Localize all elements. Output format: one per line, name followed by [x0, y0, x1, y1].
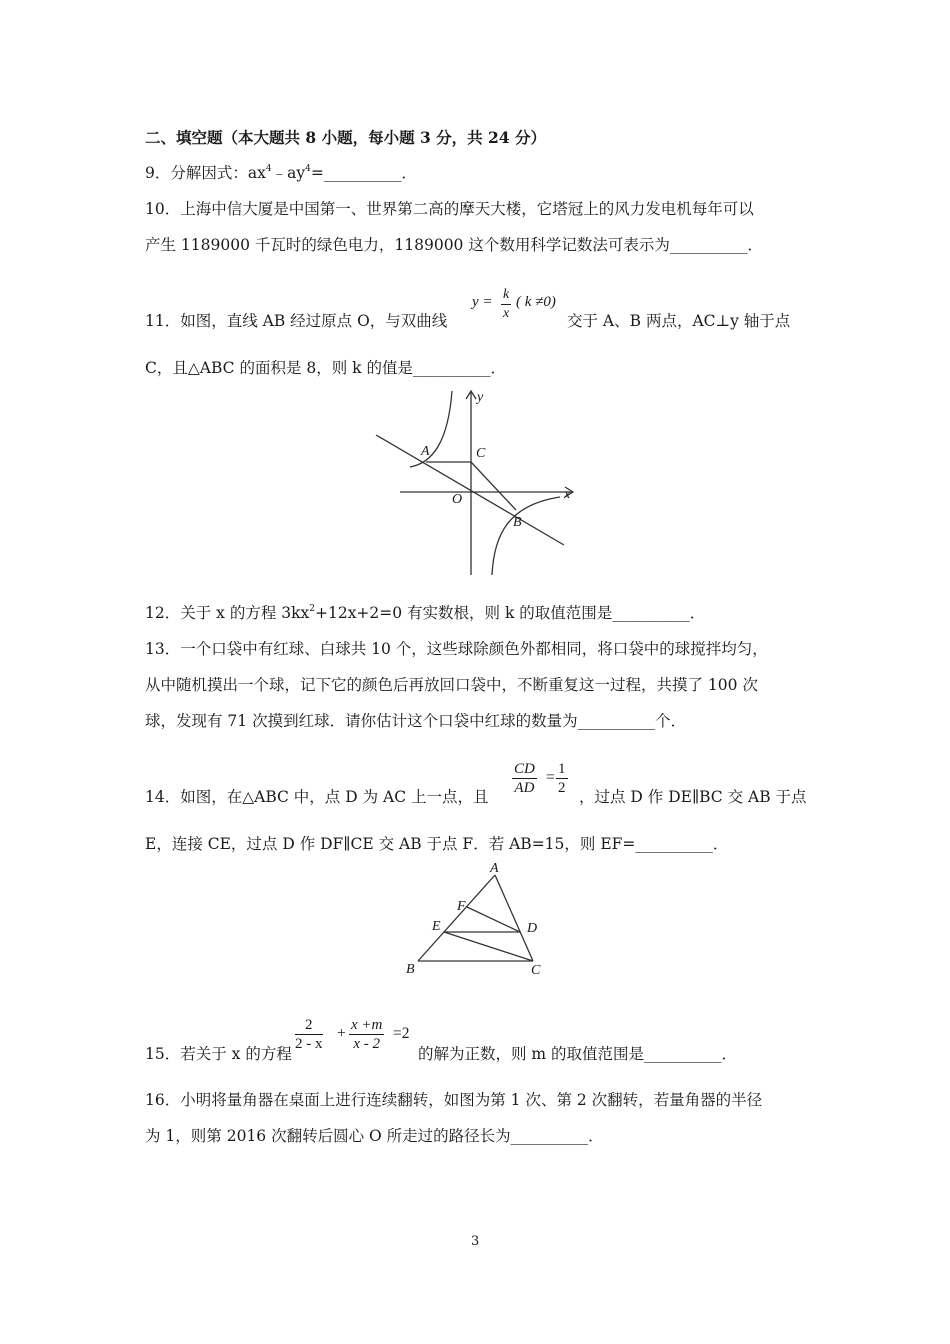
question-15-line [145, 1044, 292, 1064]
question-11-line-2: C，且△ABC 的面积是 8，则 k 的值是__________． [145, 359, 506, 377]
q9-exponent-1: 4 [265, 163, 272, 174]
q15-formula-num2: x +m [351, 1017, 383, 1033]
question-10-line-2: 产生 1189000 千瓦时的绿色电力，1189000 这个数用科学记数法可表示为__________． [145, 236, 763, 254]
q11-post: 交于 A、B 两点，AC⊥y 轴于点 [567, 312, 791, 330]
q9-mid: ﹣ay [271, 164, 306, 182]
question-11-line-1 [145, 311, 447, 331]
q14-fraction-one-half [556, 760, 568, 797]
q9-exponent-2: 4 [305, 163, 311, 174]
q11-pre: 11．如图，直线 AB 经过原点 O，与双曲线 [145, 312, 448, 330]
q11-hyperbola-left-branch [410, 391, 452, 467]
q11-label-y: y [477, 390, 484, 405]
q14-ratio-formula [512, 760, 578, 802]
q14-side-ac [495, 875, 533, 961]
q15-formula-rhs: =2 [393, 1025, 410, 1042]
q14-formula-eq: = [546, 769, 555, 786]
q11-segment-cb [471, 462, 516, 510]
question-14-line-1 [145, 787, 489, 807]
question-16-line-2: 为 1，则第 2016 次翻转后圆心 O 所走过的路径长为__________． [145, 1127, 604, 1145]
q11-formula-fraction [501, 286, 511, 323]
q14-segment-ce [444, 932, 533, 961]
q14-formula-den2: 2 [558, 780, 566, 796]
q14-pre: 14．如图，在△ABC 中，点 D 为 AC 上一点，且 [145, 788, 489, 806]
q14-side-ab [418, 875, 495, 961]
q15-fraction-2 [349, 1016, 384, 1053]
q11-label-a: A [421, 444, 430, 459]
q15-formula-plus: + [337, 1025, 346, 1042]
q11-label-b: B [513, 515, 522, 530]
q14-post: ，过点 D 作 DE∥BC 交 AB 于点 [579, 788, 807, 806]
question-12 [145, 603, 705, 623]
q14-label-a: A [490, 861, 499, 876]
q11-label-x: x [564, 487, 571, 502]
q14-fraction-cd-ad [512, 760, 537, 797]
q9-pre: 9．分解因式：ax [145, 164, 266, 182]
q14-label-f: F [457, 899, 466, 914]
q11-hyperbola-formula [472, 286, 567, 326]
q14-label-b: B [406, 962, 415, 977]
q14-label-c: C [531, 963, 541, 978]
question-16-line-1: 16．小明将量角器在桌面上进行连续翻转，如图为第 1 次、第 2 次翻转，若量角器的半径 [145, 1091, 763, 1109]
q15-pre: 15．若关于 x 的方程 [145, 1045, 292, 1063]
q15-equation-formula [295, 1016, 415, 1060]
q12-post: +12x+2=0 有实数根，则 k 的取值范围是__________． [314, 604, 706, 622]
q14-formula-num1: CD [514, 761, 535, 777]
section-title: 二、填空题（本大题共 8 小题，每小题 3 分，共 24 分） [145, 128, 547, 147]
question-13-line-1: 13．一个口袋中有红球、白球共 10 个，这些球除颜色外都相同，将口袋中的球搅拌均匀， [145, 640, 768, 658]
question-13-line-3: 球，发现有 71 次摸到红球．请你估计这个口袋中红球的数量为__________个． [145, 712, 687, 730]
q12-pre: 12．关于 x 的方程 3kx [145, 604, 310, 622]
q11-formula-num: k [501, 286, 511, 305]
q15-post: 的解为正数，则 m 的取值范围是__________． [418, 1045, 738, 1063]
page-number: 3 [471, 1234, 480, 1249]
q15-fraction-1 [295, 1016, 323, 1053]
q12-exponent: 2 [309, 603, 315, 614]
q11-label-c: C [476, 446, 486, 461]
question-9 [145, 163, 417, 183]
q11-formula-den: x [503, 306, 510, 321]
question-13-line-2: 从中随机摸出一个球，记下它的颜色后再放回口袋中，不断重复这一过程，共摸了 100 次 [145, 676, 758, 694]
question-10-line-1: 10．上海中信大厦是中国第一、世界第二高的摩天大楼，它塔冠上的风力发电机每年可以 [145, 200, 754, 218]
q15-formula-den2: x - 2 [353, 1036, 381, 1052]
q15-formula-den1: 2 - x [295, 1036, 323, 1052]
question-14-line-2: E，连接 CE，过点 D 作 DF∥CE 交 AB 于点 F．若 AB=15，则 EF=__________． [145, 835, 729, 853]
q11-label-o: O [452, 492, 463, 507]
q11-figure [360, 385, 590, 580]
q11-formula-lhs: y = [472, 294, 493, 310]
q9-answer-blank: =__________． [310, 164, 417, 182]
q14-formula-num2: 1 [558, 761, 566, 777]
q11-line-ab [376, 435, 564, 545]
q14-label-e: E [432, 919, 441, 934]
q14-segment-df [467, 907, 520, 932]
q14-label-d: D [527, 921, 538, 936]
q14-figure [400, 860, 560, 980]
q14-formula-den1: AD [514, 780, 535, 796]
q11-formula-condition: ( k ≠0) [516, 294, 556, 310]
q15-formula-num1: 2 [295, 1016, 323, 1035]
